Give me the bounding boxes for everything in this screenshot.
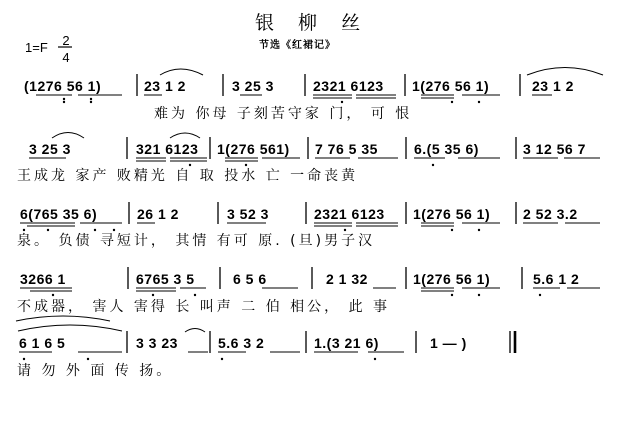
row2-measure6-notes: 3 12 56 7 bbox=[523, 141, 586, 157]
underlines bbox=[19, 95, 600, 352]
octave-dots bbox=[23, 98, 541, 360]
row2-lyrics: 王成龙 家产 败精光 自 取 投水 亡 一命丧黄 bbox=[17, 168, 359, 184]
row5-lyrics: 请 勿 外 面 传 扬。 bbox=[17, 363, 174, 379]
row4-measure4-notes: 2 1 32 bbox=[326, 271, 368, 287]
row3-measure4-notes: 2321 6123 bbox=[314, 206, 385, 222]
ties bbox=[16, 68, 603, 333]
row1-lyrics: 难为 你母 子刻苦守家 门， 可 恨 bbox=[154, 106, 413, 122]
row1-measure2-notes: 23 1 2 bbox=[144, 78, 186, 94]
row4-measure3-notes: 6 5 6 bbox=[233, 271, 267, 287]
row5-measure1-notes: 6 1 6 5 bbox=[19, 335, 66, 351]
row3-measure6-notes: 2 52 3.2 bbox=[523, 206, 578, 222]
row1-measure5-notes: 1(276 56 1) bbox=[412, 78, 490, 94]
row2-measure4-notes: 7 76 5 35 bbox=[315, 141, 378, 157]
row3-lyrics: 泉。 负债 寻短计， 其情 有可 原. (旦)男子汉 bbox=[17, 233, 376, 249]
row1-measure4-notes: 2321 6123 bbox=[313, 78, 384, 94]
row5-measure5-notes: 1 — ) bbox=[430, 335, 467, 351]
row1-measure6-notes: 23 1 2 bbox=[532, 78, 574, 94]
row3-measure2-notes: 26 1 2 bbox=[137, 206, 179, 222]
row3-measure5-notes: 1(276 56 1) bbox=[413, 206, 491, 222]
row5-measure2-notes: 3 3 23 bbox=[136, 335, 178, 351]
row2-measure2-notes: 321 6123 bbox=[136, 141, 199, 157]
row5-measure4-notes: 1.(3 21 6) bbox=[314, 335, 379, 351]
row4-measure2-notes: 6765 3 5 bbox=[136, 271, 195, 287]
row1-measure3-notes: 3 25 3 bbox=[232, 78, 274, 94]
row2-measure3-notes: 1(276 561) bbox=[217, 141, 290, 157]
barlines bbox=[127, 74, 522, 353]
key-signature: 1=F bbox=[25, 40, 48, 55]
song-title: 银 柳 丝 bbox=[255, 12, 370, 34]
row4-lyrics: 不成器， 害人 害得 长 叫声 二 伯 相公， 此 事 bbox=[17, 299, 391, 315]
row2-measure1-notes: 3 25 3 bbox=[29, 141, 71, 157]
row3-measure1-notes: 6(765 35 6) bbox=[20, 206, 98, 222]
row4-measure6-notes: 5.6 1 2 bbox=[533, 271, 580, 287]
row2-measure5-notes: 6.(5 35 6) bbox=[414, 141, 479, 157]
row5-measure3-notes: 5.6 3 2 bbox=[218, 335, 265, 351]
row4-measure5-notes: 1(276 56 1) bbox=[413, 271, 491, 287]
row3-measure3-notes: 3 52 3 bbox=[227, 206, 269, 222]
row1-measure1-notes: (1276 56 1) bbox=[24, 78, 102, 94]
time-signature-top: 2 bbox=[62, 33, 70, 48]
row4-measure1-notes: 3266 1 bbox=[20, 271, 66, 287]
time-signature-bottom: 4 bbox=[62, 50, 70, 65]
source-subtitle: 节选《红裙记》 bbox=[259, 40, 336, 51]
